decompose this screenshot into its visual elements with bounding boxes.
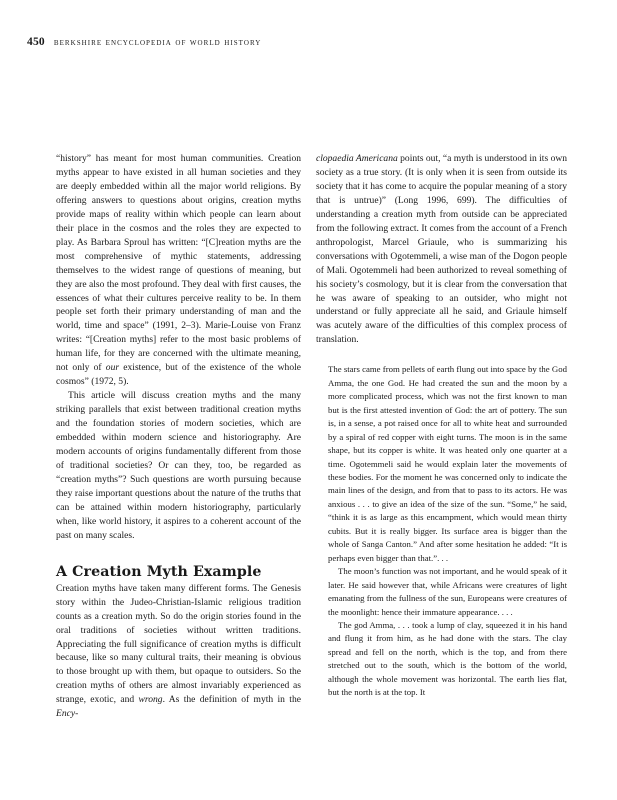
running-title: berkshire encyclopedia of world history [53,37,262,48]
body-paragraph: Creation myths have taken many different forms. The Genesis story within the Judeo-Christian-Islamic religious tradition counts as a creation myth. So do the origin stories found in the oral traditions of societies without written traditions. Appreciating the full significance of creation myths is difficult because, like so many cultural traits, their meaning is obvious to those brought up with them, but opaque to outsiders. So the creation myths of others are almost invariably experienced as strange, exotic, and wrong. As the definition of myth in the Ency- [56,582,301,720]
left-column [56,152,301,721]
quote-paragraph: The moon’s function was not important, and he would speak of it later. He said however that, while Africans were creatures of light emanating from the fullness of the sun, Europeans were creatures of the moonlight: hence their immature appearance. . . . [328,566,567,617]
section-heading: A Creation Myth Example [56,563,262,580]
body-paragraph: clopaedia Americana points out, “a myth is understood in its own society as a true story. (It is only when it is seen from outside its society that it has come to acquire the popular meaning of a story that is untrue)” (Long 1996, 699). The difficulties of understanding a creation myth from outside can be appreciated from the following extract. It comes from the account of a French anthropologist, Marcel Griaule, who is summarizing his conversations with Ogotemmeli, a wise man of the Dogon people of Mali. Ogotemmeli had been authorized to reveal something of his society’s cosmology, but it is clear from the conversation that he was aware of speaking to an outsider, who might not understand or fully appreciate all he said, and Griaule himself was acutely aware of the difficulties of this complex process of translation. [316,153,568,346]
body-paragraph: This article will discuss creation myths and the many striking parallels that exist between traditional creation myths and the foundation stories of modern societies, which are embedded within modern science and historiography. Are modern accounts of origins fundamentally different from those of traditional societies? Or can they, too, be regarded as “creation myths”? Such questions are worth pursuing because they raise important questions about the nature of the truths that can be attained within modern historiography, particularly when, like world history, it aspires to a coherent account of the past on many scales. [56,390,301,541]
quote-paragraph: The god Amma, . . . took a lump of clay, squeezed it in his hand and flung it from him, as he had done with the stars. The clay spread and fell on the north, which is the top, and from there stretched out to the south, which is the bottom of the world, although the whole movement was horizontal. The earth lies flat, but the north is at the top. It [328,619,567,698]
block-quote [328,363,567,699]
page-number: 450 [27,36,45,48]
body-paragraph: “history” has meant for most human communities. Creation myths appear to have existed in all human societies and they are deeply embedded within all the major world religions. By offering answers to questions about origins, creation myths provide maps of reality within which people can learn about their place in the cosmos and the roles they are expected to play. As Barbara Sproul has written: “[C]reation myths are the most comprehensive of mythic statements, addressing themselves to the widest range of questions of meaning, but they are also the most profound. They deal with first causes, the essences of what their cultures perceive reality to be. In them people set forth their primary understanding of man and the world, time and space” (1991, 2–3). Marie-Louise von Franz writes: “[Creation myths] refer to the most basic problems of human life, for they are concerned with the ultimate meaning, not only of our existence, but of the existence of the whole cosmos” (1972, 5). [56,153,301,388]
quote-paragraph: The stars came from pellets of earth flung out into space by the God Amma, the one God. He had created the sun and the moon by a more complicated process, which was not the first known to man but is the first attested invention of God: the art of pottery. The sun is, in a sense, a pot raised once for all to white heat and surrounded by a spiral of red copper with eight turns. The moon is in the same shape, but its copper is white. It was heated only one quarter at a time. Ogotemmeli said he would explain later the movements of these bodies. For the moment he was concerned only to indicate the main lines of the design, and from that to pass to its actors. He was anxious . . . to give an idea of the size of the sun. “Some,” he said, “think it is as large as this encampment, which would mean thirty cubits. But it is really bigger. Its surface area is bigger than the whole of Sanga Canton.” And after some hesitation he added: “It is perhaps even bigger than that.”. . . [328,364,567,563]
right-column [316,152,567,700]
running-head [27,34,587,48]
